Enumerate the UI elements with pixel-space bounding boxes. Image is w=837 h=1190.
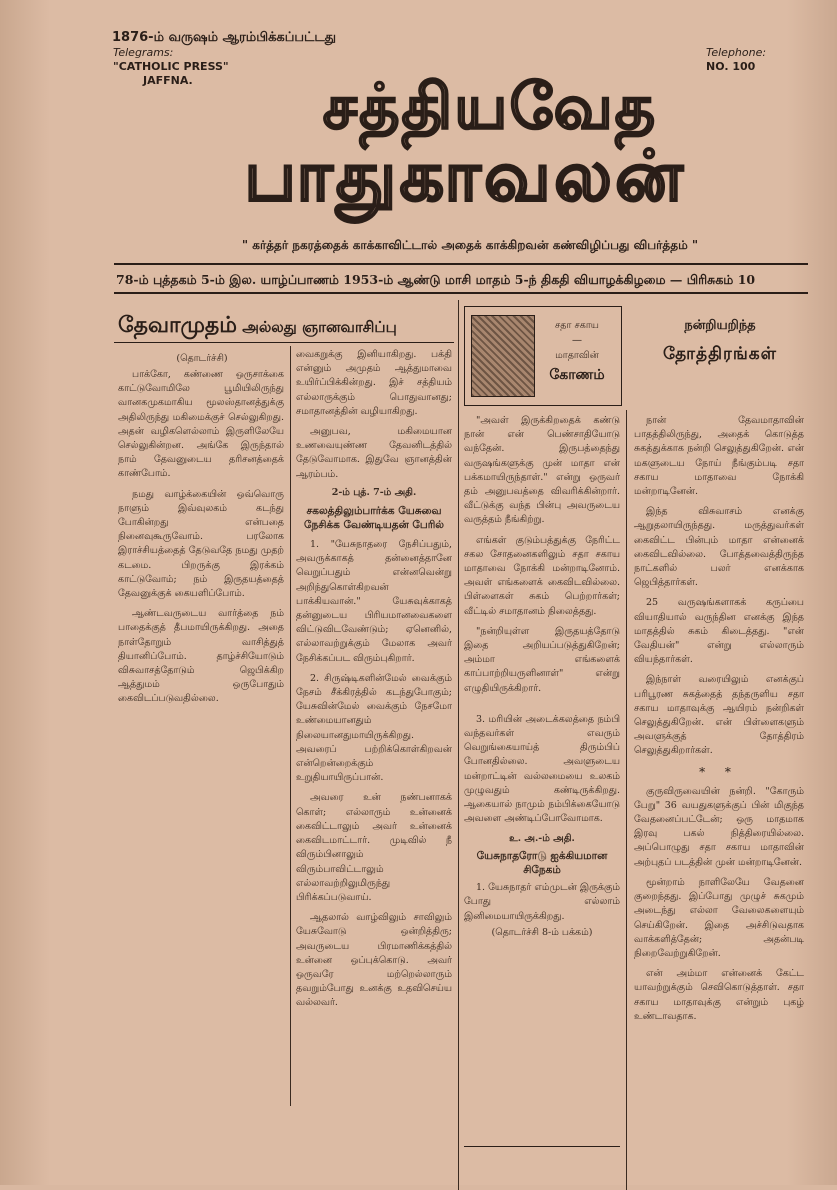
article-paragraph: எங்கள் குடும்பத்துக்கு நேரிட்ட சகல சோதனைகளிலும் சதா சகாய மாதாவை நோக்கி மன்றாடினோம். அவள் எங்களைக் கைவிடவில்லை. பிள்ளைகள் சுகம் பெற்றார்கள்; வீட்டில் சமாதானம் நிலைத்தது. (464, 534, 620, 617)
telegrams-city: JAFFNA. (143, 74, 193, 87)
article3-title-line2: தோத்திரங்கள் (663, 344, 777, 364)
article-paragraph: வைகறுக்கு இனியாகிறது. பக்தி என்னும் அமுதம் ஆத்துமாவை உயிர்ப்பிக்கின்றது. இச் சத்தியம் எல்லாருக்கும் பொதுவானது; சமாதானத்தின் வழியாகிறது. (296, 349, 452, 417)
box-dash: — (572, 335, 582, 346)
telegrams-value: "CATHOLIC PRESS" (113, 60, 229, 73)
article-byline: (தொடர்ச்சி) (176, 353, 228, 364)
box-text-line1: சதா சகாய (555, 320, 599, 331)
article-paragraph: மூன்றாம் நாளிலேயே வேதனை குறைந்தது. இப்போது முழுச் சுகமும் அடைந்து எல்லா வேலைகளையும் செய்கிறேன். இதை அச்சிடுவதாக வாக்களித்தேன்; அதன்படி நிறைவேற்றுகிறேன். (634, 876, 804, 959)
telegrams-label: Telegrams: (113, 46, 174, 59)
article-paragraph: 1. "யேசுநாதரை நேசிப்பதும், அவருக்காகத் தன்னைத்தானே வெறுப்பதும் என்னவென்று அறிந்துகொள்கிறவன் பாக்கியவான்." யேசுவுக்காகத் தன்னுடைய பிரியமானவைகளை விட்டுவிடவேண்டும்; ஏனெனில், எல்லாவற்றுக்கும் மேலாக அவர் நேசிக்கப்பட விரும்புகிறார். (296, 539, 452, 664)
article-paragraph: "அவள் இருக்கிறதைக் கண்டு நான் என் பெண்சாதியோடு வந்தேன். இருபத்தைந்து வருஷங்களுக்கு முன் மாதா என் பக்கமாயிருந்தாள்." என்று ஒருவர் தம் அனுபவத்தை விவரிக்கின்றார். வீட்டுக்கு வந்த பின்பு அவருடைய வருத்தம் நீங்கிற்று. (464, 415, 620, 526)
article-title-main: தேவாமுதம் (118, 312, 237, 338)
article-paragraph: இந்த விசுவாசம் எனக்கு ஆறுதலாயிருந்தது. மருத்துவர்கள் கைவிட்ட பின்பும் மாதா என்னைக் கைவிடவில்லை. போத்தவைத்திருந்த நாட்களில் பலர் எனக்காக ஜெபித்தார்கள். (634, 506, 804, 589)
issue-line: 78-ம் புத்தகம் 5-ம் இல. யாழ்ப்பாணம் 1953-ம் ஆண்டு மாசி மாதம் 5-ந் திகதி வியாழக்கிழமை — பிரிசுகம் 10 (116, 272, 756, 287)
founded-line: 1876-ம் வருஷம் ஆரம்பிக்கப்பட்டது (112, 30, 337, 45)
article-paragraph: இந்நாள் வரையிலும் எனக்குப் பரிபூரண சுகத்தைத் தந்தருளிய சதா சகாய மாதாவுக்கு ஆயிரம் நன்றிகள் செலுத்துகிறேன். என் பிள்ளைகளும் அவளுக்குத் தோத்திரம் செலுத்துகிறார்கள். (634, 674, 804, 757)
article-paragraph: அனுபவ, மகிமையான உணவையுண்ண தேவனிடத்தில் தேடுவோமாக. இதுவே ஞானத்தின் ஆரம்பம். (296, 426, 452, 480)
telephone-value: NO. 100 (706, 60, 756, 73)
article-paragraph: 25 வருஷங்களாகக் கருப்பை வியாதியால் வருந்தின எனக்கு இந்த மாதத்தில் சுகம் கிடைத்தது. "என் வேதியன்" என்று எல்லாரும் வியந்தார்கள். (634, 597, 804, 666)
article-paragraph: குருவிருவையின் நன்றி. "கோரும் பேறு" 36 வயதுகளுக்குப் பின் மிகுந்த வேதனைப்பட்டேன்; ஒரு மாதமாக இரவு பகல் நித்திரையில்லை. அப்பொழுது சதா சகாய மாதாவின் அற்புதப் படத்தின் முன் மன்றாடினேன். (634, 785, 804, 868)
telephone-block (706, 46, 766, 74)
column-divider (458, 300, 459, 1190)
article-title-sub: அல்லது ஞானவாசிப்பு (236, 318, 397, 336)
article-paragraph: ஆதலால் வாழ்விலும் சாவிலும் யேசுவோடு ஒன்றித்திரு; அவருடைய பிரமாணிக்கத்தில் உன்னை ஒப்புக்கொடு. அவர் ஒருவரே மற்றெல்லாரும் தவறும்போது உனக்கு உதவிசெய்ய வல்லவர். (296, 912, 452, 1009)
article-title (118, 312, 448, 341)
article-paragraph: 1. யேசுநாதர் எம்முடன் இருக்கும் போது எல்லாம் இனிமையாயிருக்கிறது. (464, 882, 620, 922)
section-rule (464, 1146, 620, 1147)
article-paragraph: நமது வாழ்க்கையின் ஒவ்வொரு நாளும் இவ்வுலகம் கடந்து போகின்றது என்பதை நினைவுகூருவோம். பரலோக இராச்சியத்தைத் தேடுவதே நமது முதற் கடமை. பிறருக்கு இரக்கம் காட்டுவோம்; நம் இருதயத்தைத் தேவனுக்குக் கையளிப்போம். (118, 488, 284, 600)
madonna-icon (471, 315, 535, 397)
header-rule-bottom (114, 292, 808, 294)
telegrams-block (113, 46, 229, 88)
box-title: கோணம் (549, 367, 605, 383)
title-underline (114, 342, 454, 343)
header-rule-top (114, 263, 808, 265)
masthead-motto: " கர்த்தர் நகரத்தைக் காக்காவிட்டால் அதைக் காக்கிறவன் கண்விழிப்பது விபர்த்தம் " (241, 238, 699, 252)
article3-title-line1: நன்றியறிந்த (684, 318, 756, 333)
column-divider (626, 410, 627, 1190)
article-paragraph: ஆண்டவருடைய வார்த்தை நம் பாதைக்குத் தீபமாயிருக்கிறது. அதை நாள்தோறும் வாசித்துத் தியானிப்போம். தாழ்ச்சியோடும் விசுவாசத்தோடும் ஜெபிக்கிற ஆத்துமம் ஒருபோதும் கைவிடப்படுவதில்லை. (118, 608, 284, 705)
section-stars: * * (699, 764, 739, 779)
continued-note: (தொடர்ச்சி 8-ம் பக்கம்) (491, 926, 593, 938)
masthead-title-line2: பாதுகாவலன் (244, 135, 686, 217)
section-heading: சகலத்திலும்பார்க்க யேசுவை நேசிக்க வேண்டியதன் பேரில் (304, 505, 444, 532)
article-reference: 2-ம் புத். 7-ம் அதி. (331, 486, 417, 498)
article-paragraph: பாக்கோ, கண்ணை ஒருசாக்கை காட்டுவோமிலே பூமியிலிருந்து வானகமுகமாகிய மூலஸ்தானத்துக்கு அதிலிருந்து மகிமைக்குச் செல்லுகிறது. அதன் வழிகளெல்லாம் இருளிலேயே செல்லுகின்றன. அங்கே இருந்தால் நாம் தேவனுடைய தரிசனத்தைக் காண்போம். (118, 369, 284, 480)
article-paragraph: நான் தேவமாதாவின் பாதத்திலிருந்து, அதைக் கொடுத்த சுகத்துக்காக நன்றி செலுத்துகிறேன். என் மகளுடைய நோய் நீங்கும்படி சதா சகாய மாதாவை நோக்கி மன்றாடினேன். (634, 415, 804, 498)
telephone-label: Telephone: (706, 46, 767, 59)
article-column-3 (464, 414, 620, 940)
column-divider (290, 346, 291, 1106)
article-column-1 (118, 368, 284, 713)
article-paragraph: 2. சிருஷ்டிகளின்மேல் வைக்கும் நேசம் சீக்கிரத்தில் கடந்துபோகும்; யேசுவின்மேல் வைக்கும் நேசமோ உண்மையானதும் நிலையானதுமாயிருக்கிறது. அவரைப் பற்றிக்கொள்கிறவன் என்றென்றைக்கும் உறுதியாயிருப்பான். (296, 672, 452, 784)
article-reference: உ. அ.-ம் அதி. (509, 833, 575, 845)
section-heading: யேசுநாதரோடு ஐக்கியமான சிநேகம் (476, 849, 608, 876)
icon-box (464, 306, 622, 406)
article-paragraph: "நன்றியுள்ள இருதயத்தோடு இதை அறியப்படுத்துகிறேன்; அம்மா எங்களைக் காப்பாற்றியருளினாள்" என்று எழுதியிருக்கிறார். (464, 625, 620, 694)
article-column-2 (296, 348, 452, 1017)
box-text-line2: மாதாவின் (555, 350, 599, 361)
article-paragraph: என் அம்மா என்னைக் கேட்ட யாவற்றுக்கும் செவிகொடுத்தாள். சதா சகாய மாதாவுக்கு என்றும் புகழ் உண்டாவதாக. (634, 968, 804, 1022)
article-paragraph: 3. மரியின் அடைக்கலத்தை நம்பி வந்தவர்கள் எவரும் வெறுங்கையாய்த் திரும்பிப் போனதில்லை. அவளுடைய மன்றாட்டின் வல்லமையை உலகம் முழுவதும் கண்டிருக்கிறது. ஆகையால் நாமும் நம்பிக்கையோடு அவளை அண்டிப்போவோமாக. (464, 713, 620, 825)
article-paragraph: அவரை உன் நண்பனாகக் கொள்; எல்லாரும் உன்னைக் கைவிட்டாலும் அவர் உன்னைக் கைவிடமாட்டார். முடிவில் நீ விரும்பினாலும் விரும்பாவிட்டாலும் எல்லாவற்றிலுமிருந்து பிரிக்கப்படுவாய். (296, 792, 452, 903)
masthead-title-line1: சத்தியவேத (322, 70, 658, 143)
article-column-4 (634, 414, 804, 1030)
